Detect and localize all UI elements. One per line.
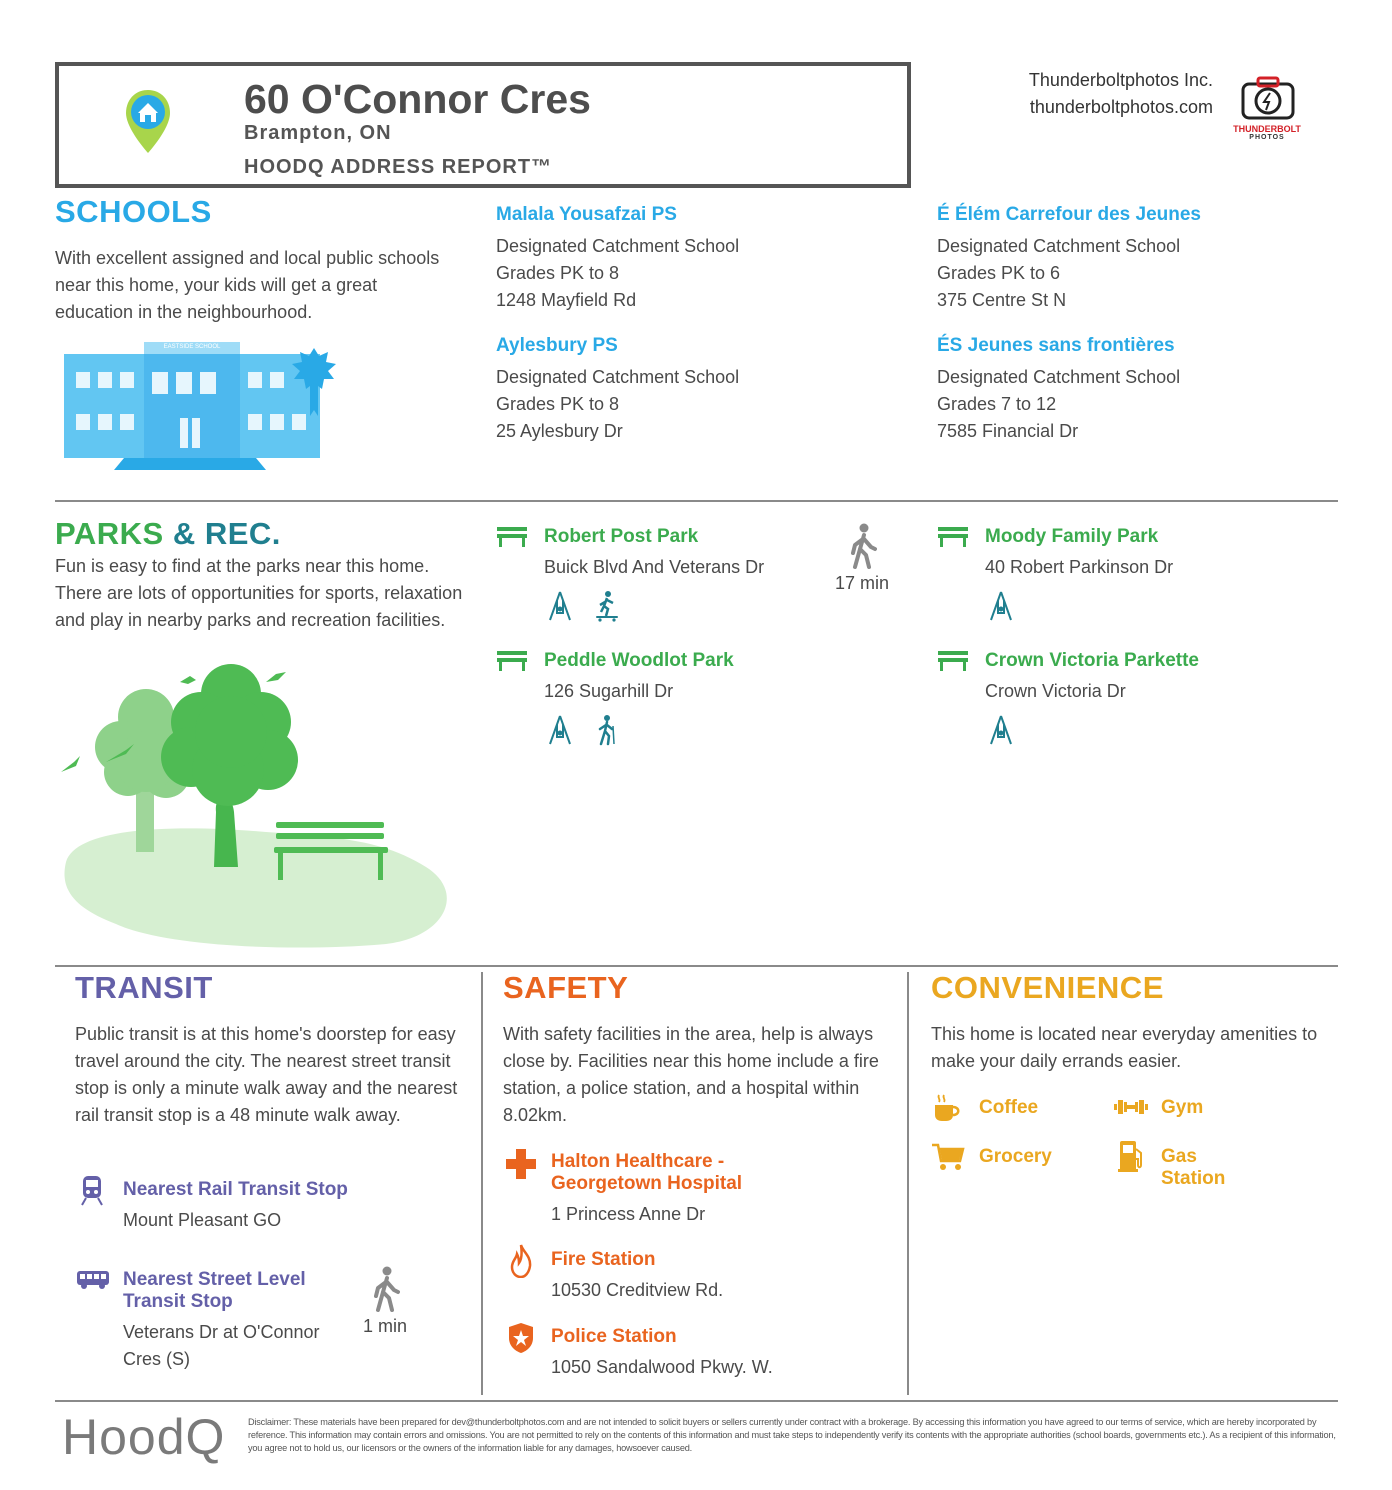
company-name: Thunderboltphotos Inc. <box>1028 70 1213 90</box>
school-entry <box>496 335 896 445</box>
school-grades: Grades 7 to 12 <box>937 394 1057 414</box>
school-type: Designated Catchment School <box>937 367 1181 387</box>
park-illustration <box>56 662 456 952</box>
school-address: 375 Centre St N <box>937 290 1067 310</box>
park-address: Crown Victoria Dr <box>985 681 1126 701</box>
transit-description: Public transit is at this home's doorstep for easy travel around the city. The nearest street transit stop is only a minute walk away and the nearest rail transit stop is a 48 minute walk away. <box>75 1024 458 1125</box>
street-stop-name[interactable]: Veterans Dr at O'Connor Cres (S) <box>123 1322 320 1369</box>
schools-title: SCHOOLS <box>55 194 212 229</box>
hospital-name-line1: Halton Healthcare - <box>551 1151 725 1172</box>
skateboard-icon <box>594 590 620 622</box>
school-entry <box>496 204 896 314</box>
playground-icon <box>548 590 572 622</box>
parks-title-part1: PARKS <box>55 516 164 551</box>
school-type: Designated Catchment School <box>496 367 740 387</box>
bench-icon <box>496 526 528 548</box>
police-station-address[interactable]: 1050 Sandalwood Pkwy. W. <box>551 1357 773 1377</box>
gas-station-label[interactable] <box>1161 1146 1225 1190</box>
convenience-description: This home is located near everyday amenities to make your daily errands easier. <box>931 1024 1318 1071</box>
address-title: 60 O'Connor Cres <box>244 76 591 122</box>
gym-icon <box>1114 1098 1148 1116</box>
school-grades: Grades PK to 6 <box>937 263 1061 283</box>
hospital-address: 1 Princess Anne Dr <box>551 1204 706 1224</box>
school-sign: EASTSIDE SCHOOL <box>163 344 221 350</box>
hoodq-logo: HoodQ <box>62 1409 226 1465</box>
street-stop-label-line1: Nearest Street Level <box>123 1269 306 1290</box>
parks-title-part2: & REC. <box>172 516 281 551</box>
schools-description: With excellent assigned and local public schools near this home, your kids will get a great education in the neighbourhood. <box>55 248 440 322</box>
school-grades: Grades PK to 8 <box>496 263 620 283</box>
hiking-icon <box>596 714 618 746</box>
train-icon <box>80 1174 104 1206</box>
report-title: HOODQ ADDRESS REPORT™ <box>244 156 553 178</box>
school-address: 7585 Financial Dr <box>937 421 1079 441</box>
gas-pump-icon <box>1118 1139 1144 1173</box>
transit-title: TRANSIT <box>75 970 213 1005</box>
city-label: Brampton, ON <box>244 122 392 144</box>
street-stop-label <box>123 1269 306 1313</box>
school-entry <box>937 335 1337 445</box>
playground-icon <box>548 714 572 746</box>
gas-station-label-line2: Station <box>1161 1168 1226 1189</box>
section-divider <box>55 965 1338 967</box>
school-type: Designated Catchment School <box>937 236 1181 256</box>
playground-icon <box>989 714 1013 746</box>
logo-subtext: PHOTOS <box>1249 134 1285 141</box>
school-building-illustration <box>60 334 350 470</box>
playground-icon <box>989 590 1013 622</box>
fire-station-address[interactable]: 10530 Creditview Rd. <box>551 1280 724 1300</box>
parks-description: Fun is easy to find at the parks near this home. There are lots of opportunities for sports, relaxation and play in nearby parks and recreation facilities. <box>55 556 463 630</box>
fire-icon <box>510 1244 532 1278</box>
school-name[interactable]: ÉS Jeunes sans frontières <box>937 335 1175 356</box>
gas-station-label-line1: Gas <box>1161 1146 1197 1167</box>
section-divider <box>55 500 1338 502</box>
park-name[interactable]: Peddle Woodlot Park <box>544 650 734 671</box>
police-station-label: Police Station <box>551 1326 677 1347</box>
coffee-label[interactable]: Coffee <box>979 1097 1039 1118</box>
school-entry <box>937 204 1337 314</box>
bus-icon <box>76 1270 110 1290</box>
school-grades: Grades PK to 8 <box>496 394 620 414</box>
rail-stop-label: Nearest Rail Transit Stop <box>123 1179 348 1200</box>
bench-icon <box>937 526 969 548</box>
walking-person-icon <box>849 523 877 569</box>
bench-icon <box>937 650 969 672</box>
column-divider <box>907 972 909 1395</box>
hospital-cross-icon <box>505 1148 537 1180</box>
shopping-cart-icon <box>931 1142 965 1172</box>
park-walk-time: 17 min <box>834 573 890 593</box>
park-address: Buick Blvd And Veterans Dr <box>544 557 765 577</box>
park-address: 126 Sugarhill Dr <box>544 681 674 701</box>
park-name[interactable]: Moody Family Park <box>985 526 1159 547</box>
hospital-name[interactable] <box>551 1151 742 1195</box>
school-type: Designated Catchment School <box>496 236 740 256</box>
camera-logo-icon <box>1236 74 1298 122</box>
hospital-name-line2: Georgetown Hospital <box>551 1173 743 1194</box>
fire-station-label: Fire Station <box>551 1249 656 1270</box>
parks-title <box>55 516 281 552</box>
police-badge-icon <box>508 1322 534 1354</box>
park-address: 40 Robert Parkinson Dr <box>985 557 1174 577</box>
column-divider <box>481 972 483 1395</box>
footer-divider <box>55 1400 1338 1402</box>
company-url[interactable]: thunderboltphotos.com <box>1029 97 1213 117</box>
convenience-title: CONVENIENCE <box>931 970 1164 1005</box>
school-address: 1248 Mayfield Rd <box>496 290 637 310</box>
street-stop-label-line2: Transit Stop <box>123 1291 233 1312</box>
park-name[interactable]: Robert Post Park <box>544 526 699 547</box>
walking-person-icon <box>372 1266 400 1312</box>
safety-title: SAFETY <box>503 970 629 1005</box>
disclaimer: Disclaimer: These materials have been prepared for dev@thunderboltphotos.com and are not intended to solicit buyers or sellers currently under contract with a brokerage. By accessing this information you have agreed to our terms of service, which are hereby incorporated by reference. This information may contain errors and omissions. You are not permitted to rely on the contents of this information and must take steps to independently verify its contents with the appropriate authorities (school boards, governments etc.). As a recipient of this information, you agree not to hold us, our licensors or the owners of the information liable for any damages, howsoever caused. <box>248 1417 1336 1453</box>
rail-stop-name[interactable]: Mount Pleasant GO <box>123 1210 282 1230</box>
school-name[interactable]: É Élém Carrefour des Jeunes <box>937 204 1201 225</box>
location-pin-icon <box>123 88 173 156</box>
bench-icon <box>496 650 528 672</box>
transit-walk-time: 1 min <box>362 1316 407 1336</box>
grocery-label[interactable]: Grocery <box>979 1146 1052 1167</box>
safety-description: With safety facilities in the area, help is always close by. Facilities near this home include a fire station, a police station, and a hospital within 8.02km. <box>503 1024 879 1125</box>
coffee-icon <box>933 1093 961 1123</box>
school-name[interactable]: Aylesbury PS <box>496 335 618 356</box>
school-name[interactable]: Malala Yousafzai PS <box>496 204 677 225</box>
school-address: 25 Aylesbury Dr <box>496 421 623 441</box>
logo-text: THUNDERBOLT <box>1233 124 1301 134</box>
park-name[interactable]: Crown Victoria Parkette <box>985 650 1200 671</box>
gym-label[interactable]: Gym <box>1161 1097 1204 1118</box>
